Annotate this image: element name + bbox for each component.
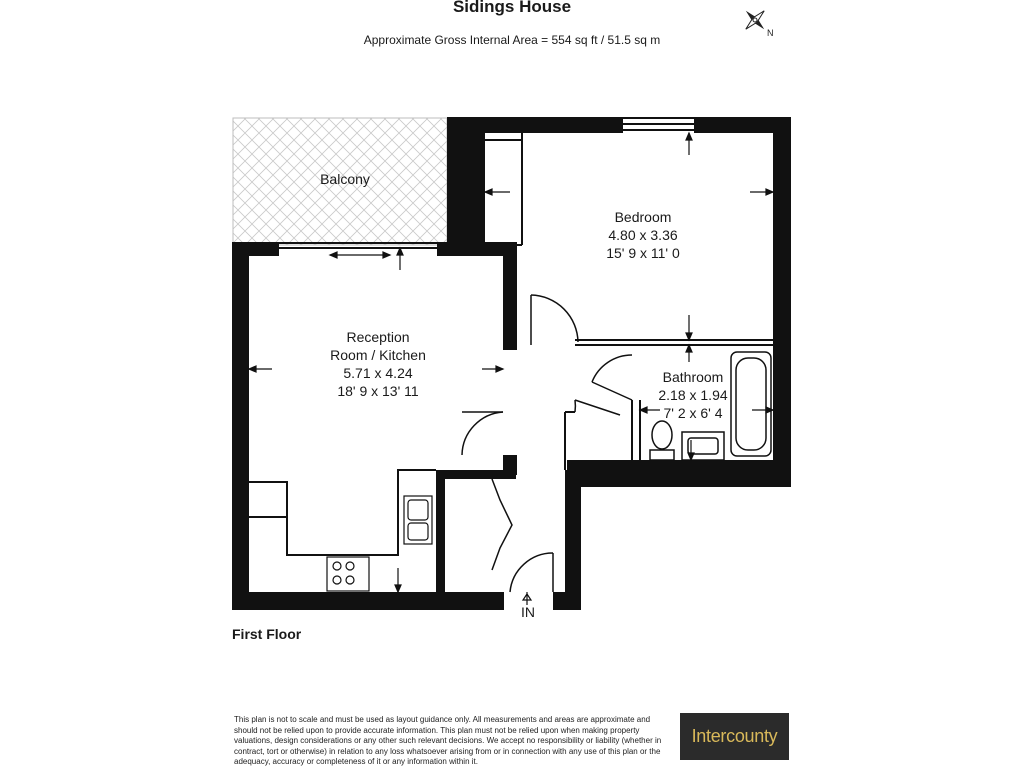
compass-north-letter: N xyxy=(767,28,774,38)
gross-internal-area: Approximate Gross Internal Area = 554 sq ft / 51.5 sq m xyxy=(363,33,661,47)
bedroom-metric: 4.80 x 3.36 xyxy=(608,227,678,243)
bathroom-imperial: 7' 2 x 6' 4 xyxy=(663,405,723,421)
kitchen-fixtures xyxy=(327,496,432,591)
reception-imperial: 18' 9 x 13' 11 xyxy=(337,383,419,399)
plan-title: Sidings House xyxy=(452,0,572,16)
disclaimer-text: This plan is not to scale and must be used as layout guidance only. All measurements and areas are approximate and should not be relied upon to provide accurate information. This plan must not be relied upon when making property valuations, design considerations or any other such relevant decisions. We accept no responsibility or liability (whether in contract, tort or otherwise) in relation to any loss whatsoever arising from or in connection with any use of this plan or the adequacy, accuracy or completeness of it or any information within it. xyxy=(234,715,662,767)
floor-label: First Floor xyxy=(232,626,302,642)
entrance-label: IN xyxy=(521,604,535,620)
bedroom-imperial: 15' 9 x 11' 0 xyxy=(606,245,680,261)
bathroom-metric: 2.18 x 1.94 xyxy=(658,387,728,403)
balcony-label: Balcony xyxy=(320,171,370,187)
reception-metric: 5.71 x 4.24 xyxy=(343,365,413,381)
reception-name-line1: Reception xyxy=(346,329,410,345)
bathroom-name: Bathroom xyxy=(662,369,724,385)
bedroom-name: Bedroom xyxy=(614,209,672,225)
intercounty-logo xyxy=(680,713,789,760)
logo-text: Intercounty xyxy=(691,726,778,746)
reception-name-line2: Room / Kitchen xyxy=(330,347,426,363)
